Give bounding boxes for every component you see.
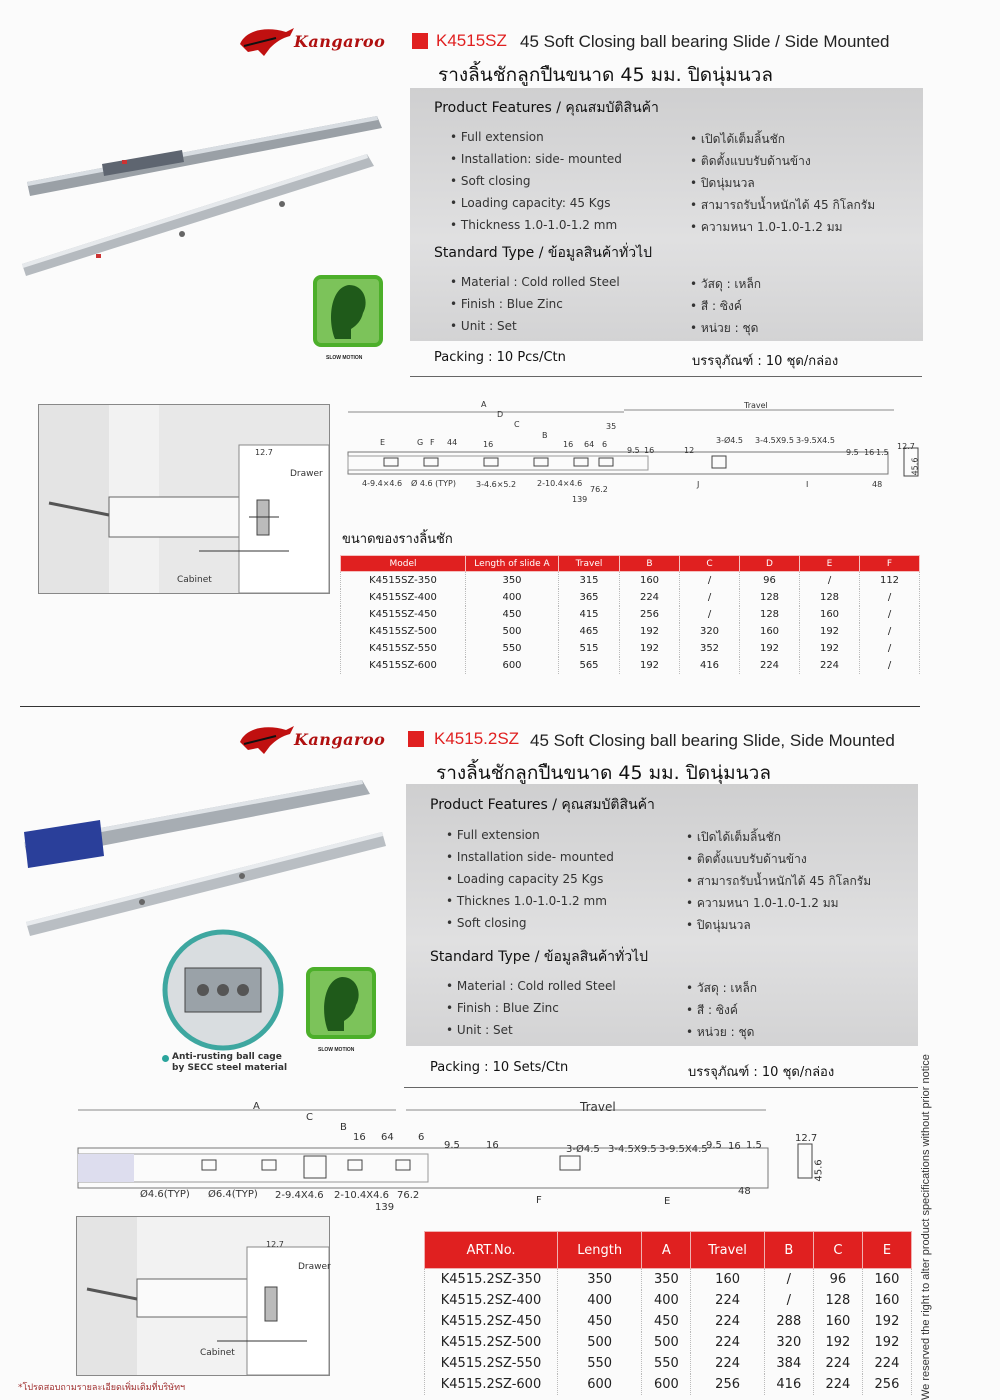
standard-th-1: • วัสดุ : เหล็ก xyxy=(690,277,762,291)
cell: 352 xyxy=(680,640,740,657)
install-dim: 12.7 xyxy=(266,1240,284,1249)
drawing-label-16d: 16 xyxy=(864,448,875,457)
cell: 415 xyxy=(559,606,620,623)
cell: / xyxy=(860,589,920,606)
footnote: *โปรดสอบถามรายละเอียดเพิ่มเติมที่บริษัทฯ xyxy=(18,1383,186,1393)
drawing-label-c: C xyxy=(306,1112,313,1123)
packing-th: บรรจุภัณฑ์ : 10 ชุด/กล่อง xyxy=(692,354,839,369)
feature-en-2: • Installation: side- mounted xyxy=(450,152,622,166)
col-art-no: ART.No. xyxy=(425,1232,558,1269)
cell: K4515.2SZ-500 xyxy=(425,1332,558,1353)
features-heading: Product Features / คุณสมบัติสินค้า xyxy=(434,100,659,116)
drawing-label-45-6: 45.6 xyxy=(813,1159,825,1182)
cell: 224 xyxy=(740,657,800,674)
table-row xyxy=(425,1290,912,1311)
cell: 256 xyxy=(862,1374,911,1395)
drawing-label-slot1: Ø4.6(TYP) xyxy=(140,1189,190,1200)
feature-en-5: • Soft closing xyxy=(446,916,527,930)
features-heading: Product Features / คุณสมบัติสินค้า xyxy=(430,797,655,813)
cell: 320 xyxy=(764,1332,813,1353)
cell: 128 xyxy=(740,606,800,623)
table-row xyxy=(425,1353,912,1374)
cell: 128 xyxy=(740,589,800,606)
drawing-label-hole3: 3-9.5X4.5 xyxy=(796,436,835,445)
product-title: 45 Soft Closing ball bearing Slide, Side Mounted xyxy=(530,731,895,750)
install-diagram xyxy=(38,404,330,594)
cell: 224 xyxy=(691,1290,764,1311)
drawing-label-12: 12 xyxy=(684,446,695,455)
drawing-label-1-5: 1.5 xyxy=(746,1140,762,1151)
drawing-label-hole2: 3-4.5X9.5 xyxy=(755,436,794,445)
drawing-label-a: A xyxy=(481,400,487,409)
drawing-label-hole1: 3-Ø4.5 xyxy=(566,1144,600,1155)
cell: 128 xyxy=(800,589,860,606)
standard-en-1: • Material : Cold rolled Steel xyxy=(450,275,620,289)
cell: K4515.2SZ-550 xyxy=(425,1353,558,1374)
standard-en-1: • Material : Cold rolled Steel xyxy=(446,979,616,993)
drawing-label-12-7: 12.7 xyxy=(795,1133,818,1144)
standard-th-2: • สี : ซิงค์ xyxy=(690,299,742,313)
product-code: K4515SZ xyxy=(436,31,507,50)
feature-en-4: • Thicknes 1.0-1.0-1.2 mm xyxy=(446,894,607,908)
feature-en-1: • Full extension xyxy=(446,828,540,842)
cell: / xyxy=(680,572,740,590)
drawing-label-48: 48 xyxy=(872,480,883,489)
slow-motion-label: SLOW MOTION xyxy=(326,355,363,361)
col-b: B xyxy=(620,556,680,572)
feature-th-3: • สามารถรับน้ำหนักได้ 45 กิโลกรัม xyxy=(686,874,872,888)
packing-en: Packing : 10 Pcs/Ctn xyxy=(434,350,566,365)
anti-rust-bullet xyxy=(162,1055,169,1062)
feature-th-2: • ติดตั้งแบบรับด้านข้าง xyxy=(686,852,807,866)
product-thai-title: รางลิ้นชักลูกปืนขนาด 45 มม. ปิดนุ่มนวล xyxy=(438,64,773,86)
cell: 288 xyxy=(764,1311,813,1332)
drawing-label-a: A xyxy=(253,1101,260,1112)
col-length: Length of slide A xyxy=(466,556,559,572)
drawing-label-6: 6 xyxy=(418,1132,425,1143)
product-title: 45 Soft Closing ball bearing Slide / Side Mounted xyxy=(520,32,890,51)
cell: 550 xyxy=(642,1353,691,1374)
standard-th-1: • วัสดุ : เหล็ก xyxy=(686,981,758,995)
kangaroo-logo xyxy=(236,24,386,64)
cell: 224 xyxy=(691,1311,764,1332)
cell: / xyxy=(860,640,920,657)
standard-th-2: • สี : ซิงค์ xyxy=(686,1003,738,1017)
table-row xyxy=(341,606,920,623)
table-row xyxy=(341,589,920,606)
feature-th-1: • เปิดได้เต็มลิ้นชัก xyxy=(690,132,786,146)
col-e: E xyxy=(862,1232,911,1269)
drawing-label-b: B xyxy=(542,431,548,440)
slide-photo xyxy=(22,104,387,294)
divider xyxy=(410,376,922,377)
drawing-label-d: D xyxy=(497,410,504,419)
cell: 192 xyxy=(862,1332,911,1353)
drawing-label-16a: 16 xyxy=(353,1132,366,1143)
cell: 160 xyxy=(862,1269,911,1291)
cell: 550 xyxy=(558,1353,642,1374)
cell: 450 xyxy=(466,606,559,623)
drawing-label-76-2: 76.2 xyxy=(590,485,608,494)
cell: 224 xyxy=(862,1353,911,1374)
col-f: F xyxy=(860,556,920,572)
drawing-label-45-6: 45.6 xyxy=(910,457,920,476)
drawing-label-139: 139 xyxy=(375,1202,395,1213)
standard-en-2: • Finish : Blue Zinc xyxy=(450,297,563,311)
drawing-label-16a: 16 xyxy=(483,440,494,449)
cell: 160 xyxy=(691,1269,764,1291)
cell: 128 xyxy=(813,1290,862,1311)
install-drawer-label: Drawer xyxy=(298,1262,331,1272)
spec-table xyxy=(340,555,920,674)
cell: 400 xyxy=(466,589,559,606)
cell: 400 xyxy=(558,1290,642,1311)
cell: 315 xyxy=(559,572,620,590)
drawing-label-slot3: 2-9.4X4.6 xyxy=(275,1190,324,1201)
feature-th-4: • สามารถรับน้ำหนักได้ 45 กิโลกรัม xyxy=(690,198,876,212)
table-row xyxy=(341,623,920,640)
drawing-label-16b: 16 xyxy=(563,440,574,449)
table-row xyxy=(425,1311,912,1332)
col-b: B xyxy=(764,1232,813,1269)
cell: 192 xyxy=(800,640,860,657)
cell: 365 xyxy=(559,589,620,606)
cell: / xyxy=(860,606,920,623)
table-caption: ขนาดของรางลิ้นชัก xyxy=(342,532,453,547)
cell: K4515.2SZ-400 xyxy=(425,1290,558,1311)
table-header-row xyxy=(425,1232,912,1269)
drawing-label-travel: Travel xyxy=(744,401,768,410)
spec-table xyxy=(424,1231,912,1395)
drawing-label-b: B xyxy=(340,1122,347,1133)
brand-name: Kangaroo xyxy=(294,32,386,51)
col-model: Model xyxy=(341,556,466,572)
drawing-label-slot2: Ø6.4(TYP) xyxy=(208,1189,258,1200)
col-c: C xyxy=(813,1232,862,1269)
cell: 192 xyxy=(620,657,680,674)
brand-name: Kangaroo xyxy=(294,730,386,749)
feature-en-2: • Installation side- mounted xyxy=(446,850,614,864)
drawing-label-slot4: 2-10.4×4.6 xyxy=(537,479,583,488)
cell: 224 xyxy=(813,1353,862,1374)
cell: K4515SZ-400 xyxy=(341,589,466,606)
feature-en-4: • Loading capacity: 45 Kgs xyxy=(450,196,611,210)
packing-en: Packing : 10 Sets/Ctn xyxy=(430,1060,569,1075)
cell: 500 xyxy=(558,1332,642,1353)
col-e: E xyxy=(800,556,860,572)
drawing-label-12-7: 12.7 xyxy=(897,442,915,451)
technical-drawing xyxy=(344,408,924,508)
feature-en-3: • Loading capacity 25 Kgs xyxy=(446,872,604,886)
divider xyxy=(404,1087,918,1088)
drawing-label-1-5: 1.5 xyxy=(876,448,889,457)
cell: / xyxy=(680,606,740,623)
product-marker xyxy=(412,33,428,49)
drawing-label-139: 139 xyxy=(572,495,588,504)
feature-th-3: • ปิดนุ่มนวล xyxy=(690,176,755,190)
cell: 600 xyxy=(642,1374,691,1395)
cell: 224 xyxy=(691,1332,764,1353)
cell: 96 xyxy=(813,1269,862,1291)
drawing-label-44: 44 xyxy=(447,438,458,447)
install-cabinet-label: Cabinet xyxy=(200,1348,235,1358)
table-body xyxy=(425,1269,912,1396)
cell: K4515SZ-600 xyxy=(341,657,466,674)
feature-en-5: • Thickness 1.0-1.0-1.2 mm xyxy=(450,218,618,232)
drawing-label-slot3: 3-4.6×5.2 xyxy=(476,480,517,489)
slow-motion-icon xyxy=(306,967,376,1039)
drawing-label-i: I xyxy=(806,480,809,489)
cell: K4515SZ-550 xyxy=(341,640,466,657)
cell: 550 xyxy=(466,640,559,657)
cell: 515 xyxy=(559,640,620,657)
cell: K4515.2SZ-450 xyxy=(425,1311,558,1332)
standard-en-3: • Unit : Set xyxy=(446,1023,513,1037)
col-c: C xyxy=(680,556,740,572)
drawing-label-9-5b: 9.5 xyxy=(706,1140,722,1151)
cell: 192 xyxy=(740,640,800,657)
cell: 160 xyxy=(800,606,860,623)
drawing-label-hole3: 3-9.5X4.5 xyxy=(659,1144,708,1155)
drawing-label-16b: 16 xyxy=(486,1140,499,1151)
side-note: We reserved the right to alter product specifications without prior notice xyxy=(920,1054,932,1400)
install-drawer-label: Drawer xyxy=(290,469,323,479)
cell: 400 xyxy=(642,1290,691,1311)
drawing-label-hole1: 3-Ø4.5 xyxy=(716,436,743,445)
cell: 192 xyxy=(862,1311,911,1332)
cell: 224 xyxy=(813,1374,862,1395)
col-travel: Travel xyxy=(559,556,620,572)
cell: 465 xyxy=(559,623,620,640)
cell: K4515SZ-500 xyxy=(341,623,466,640)
table-row xyxy=(425,1332,912,1353)
cell: 160 xyxy=(813,1311,862,1332)
cell: / xyxy=(764,1269,813,1291)
drawing-label-48: 48 xyxy=(738,1186,751,1197)
cell: 500 xyxy=(642,1332,691,1353)
feature-th-4: • ความหนา 1.0-1.0-1.2 มม xyxy=(686,896,839,910)
standard-heading: Standard Type / ข้อมูลสินค้าทั่วไป xyxy=(430,949,649,965)
standard-th-3: • หน่วย : ชุด xyxy=(686,1025,755,1039)
drawing-label-f: F xyxy=(430,438,435,447)
table-row xyxy=(341,572,920,590)
technical-drawing xyxy=(76,1108,836,1204)
cell: 224 xyxy=(691,1353,764,1374)
cell: K4515SZ-350 xyxy=(341,572,466,590)
drawing-label-slot1: 4-9.4×4.6 xyxy=(362,479,403,488)
cell: 192 xyxy=(813,1332,862,1353)
drawing-label-travel: Travel xyxy=(580,1100,616,1114)
cell: 416 xyxy=(680,657,740,674)
anti-rust-label: Anti-rusting ball cage by SECC steel material xyxy=(172,1052,288,1073)
cell: / xyxy=(680,589,740,606)
cell: K4515SZ-450 xyxy=(341,606,466,623)
cell: 384 xyxy=(764,1353,813,1374)
packing-th: บรรจุภัณฑ์ : 10 ชุด/กล่อง xyxy=(688,1065,835,1080)
drawing-label-16c: 16 xyxy=(728,1141,741,1152)
standard-en-3: • Unit : Set xyxy=(450,319,517,333)
cell: / xyxy=(860,657,920,674)
cell: 160 xyxy=(740,623,800,640)
cell: 112 xyxy=(860,572,920,590)
cell: 350 xyxy=(558,1269,642,1291)
drawing-label-j: J xyxy=(697,480,700,489)
cell: 500 xyxy=(466,623,559,640)
cell: 450 xyxy=(558,1311,642,1332)
cell: 350 xyxy=(642,1269,691,1291)
cell: / xyxy=(860,623,920,640)
drawing-label-e: E xyxy=(380,438,386,447)
cell: / xyxy=(800,572,860,590)
drawing-label-slot2: Ø 4.6 (TYP) xyxy=(411,479,456,488)
cell: K4515.2SZ-600 xyxy=(425,1374,558,1395)
cell: 192 xyxy=(620,623,680,640)
drawing-label-g: G xyxy=(417,438,424,447)
standard-heading: Standard Type / ข้อมูลสินค้าทั่วไป xyxy=(434,245,653,261)
col-d: D xyxy=(740,556,800,572)
table-body xyxy=(341,572,920,675)
col-a: A xyxy=(642,1232,691,1269)
drawing-label-e: E xyxy=(664,1196,671,1207)
ball-cage-closeup xyxy=(161,928,285,1052)
product-thai-title: รางลิ้นชักลูกปืนขนาด 45 มม. ปิดนุ่มนวล xyxy=(436,762,771,784)
section-divider xyxy=(20,706,920,707)
cell: 320 xyxy=(680,623,740,640)
drawing-label-9-5b: 9.5 xyxy=(846,448,859,457)
feature-en-1: • Full extension xyxy=(450,130,544,144)
table-row xyxy=(425,1269,912,1291)
cell: / xyxy=(764,1290,813,1311)
cell: 224 xyxy=(620,589,680,606)
drawing-label-6: 6 xyxy=(602,440,608,449)
drawing-label-16c: 16 xyxy=(644,446,655,455)
drawing-label-9-5a: 9.5 xyxy=(627,446,640,455)
drawing-label-64: 64 xyxy=(584,440,595,449)
standard-th-3: • หน่วย : ชุด xyxy=(690,321,759,335)
drawing-label-64: 64 xyxy=(381,1132,394,1143)
cell: 192 xyxy=(800,623,860,640)
table-row xyxy=(341,657,920,674)
drawing-label-9-5a: 9.5 xyxy=(444,1140,460,1151)
feature-th-5: • ความหนา 1.0-1.0-1.2 มม xyxy=(690,220,843,234)
cell: 192 xyxy=(620,640,680,657)
cell: 450 xyxy=(642,1311,691,1332)
table-row xyxy=(425,1374,912,1395)
cell: 160 xyxy=(862,1290,911,1311)
drawing-label-35: 35 xyxy=(606,422,617,431)
cell: 224 xyxy=(800,657,860,674)
cell: 600 xyxy=(558,1374,642,1395)
cell: 256 xyxy=(620,606,680,623)
drawing-label-hole2: 3-4.5X9.5 xyxy=(608,1144,657,1155)
kangaroo-logo xyxy=(236,722,386,762)
drawing-label-c: C xyxy=(514,420,520,429)
cell: 160 xyxy=(620,572,680,590)
cell: 416 xyxy=(764,1374,813,1395)
product-marker xyxy=(408,731,424,747)
drawing-label-f: F xyxy=(536,1195,542,1206)
feature-th-5: • ปิดนุ่มนวล xyxy=(686,918,751,932)
slow-motion-icon xyxy=(313,275,383,347)
table-row xyxy=(341,640,920,657)
drawing-label-76-2: 76.2 xyxy=(397,1190,420,1201)
feature-en-3: • Soft closing xyxy=(450,174,531,188)
col-travel: Travel xyxy=(691,1232,764,1269)
slide-photo xyxy=(22,772,387,942)
install-dim: 12.7 xyxy=(255,448,273,457)
feature-th-1: • เปิดได้เต็มลิ้นชัก xyxy=(686,830,782,844)
standard-en-2: • Finish : Blue Zinc xyxy=(446,1001,559,1015)
cell: K4515.2SZ-350 xyxy=(425,1269,558,1291)
drawing-label-slot4: 2-10.4X4.6 xyxy=(334,1190,389,1201)
cell: 600 xyxy=(466,657,559,674)
cell: 350 xyxy=(466,572,559,590)
cell: 256 xyxy=(691,1374,764,1395)
table-header-row xyxy=(341,556,920,572)
install-cabinet-label: Cabinet xyxy=(177,575,212,585)
cell: 565 xyxy=(559,657,620,674)
cell: 96 xyxy=(740,572,800,590)
slow-motion-label: SLOW MOTION xyxy=(318,1047,355,1053)
col-length: Length xyxy=(558,1232,642,1269)
feature-th-2: • ติดตั้งแบบรับด้านข้าง xyxy=(690,154,811,168)
product-code: K4515.2SZ xyxy=(434,729,520,748)
